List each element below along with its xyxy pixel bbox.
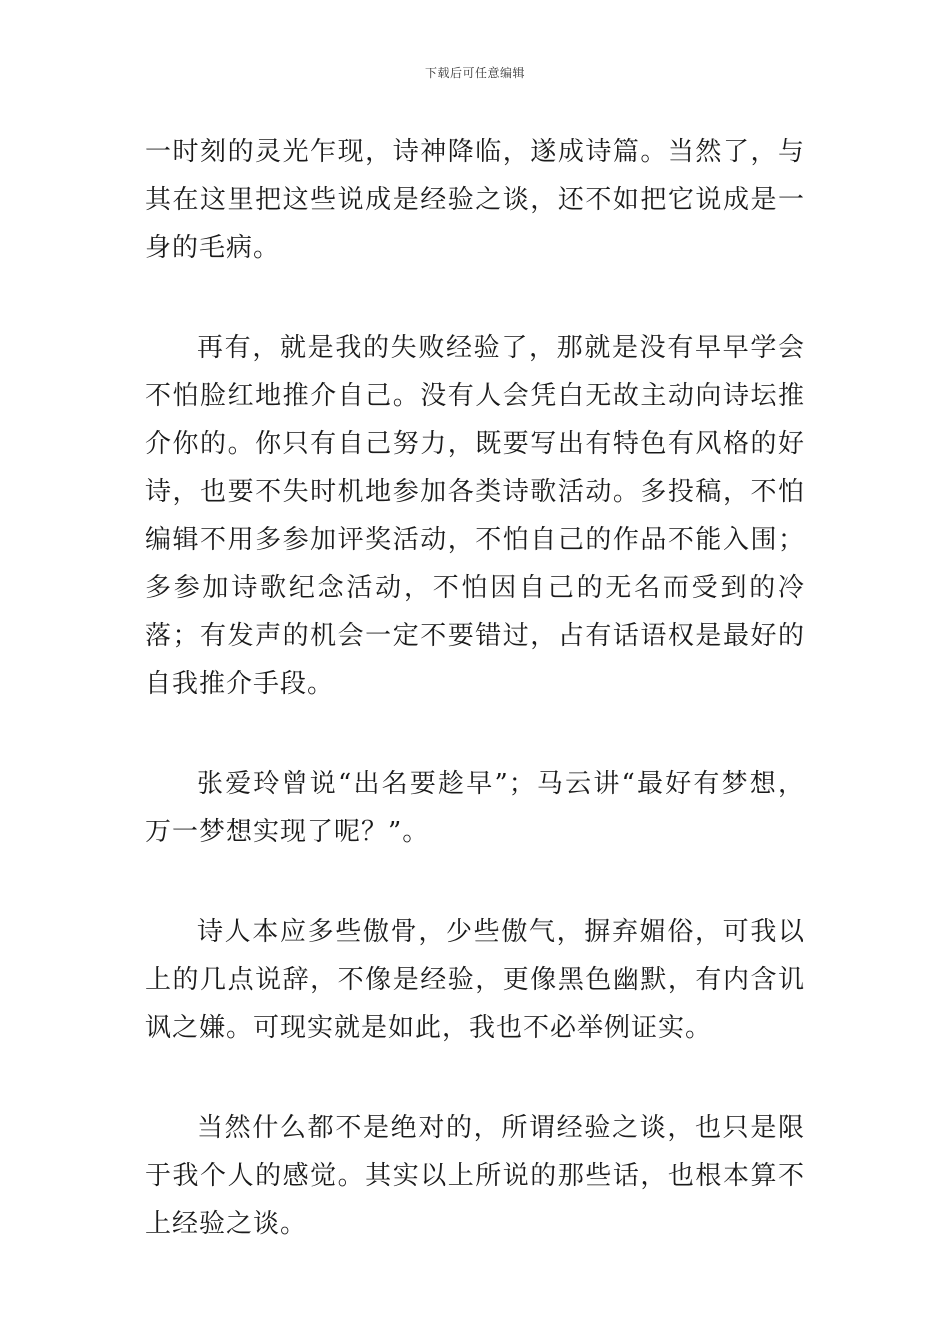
document-body xyxy=(145,128,805,1248)
paragraph-2: 再有，就是我的失败经验了，那就是没有早早学会不怕脸红地推介自己。没有人会凭白无故主动向诗坛推介你的。你只有自己努力，既要写出有特色有风格的好诗，也要不失时机地参加各类诗歌活动。多投稿，不怕编辑不用多参加评奖活动，不怕自己的作品不能入围；多参加诗歌纪念活动，不怕因自己的无名而受到的冷落；有发声的机会一定不要错过，占有话语权是最好的自我推介手段。 xyxy=(145,333,805,699)
paragraph-5: 当然什么都不是绝对的，所谓经验之谈，也只是限于我个人的感觉。其实以上所说的那些话，也根本算不上经验之谈。 xyxy=(145,1113,805,1239)
paragraph-1: 一时刻的灵光乍现，诗神降临，遂成诗篇。当然了，与其在这里把这些说成是经验之谈，还不如把它说成是一身的毛病。 xyxy=(145,137,805,263)
paragraph-3: 张爱玲曾说“出名要趁早”；马云讲“最好有梦想，万一梦想实现了呢？”。 xyxy=(145,769,805,847)
page-header: 下载后可任意编辑 xyxy=(424,66,525,80)
paragraph-4: 诗人本应多些傲骨，少些傲气，摒弃媚俗，可我以上的几点说辞，不像是经验，更像黑色幽默，有内含讥讽之嫌。可现实就是如此，我也不必举例证实。 xyxy=(145,917,805,1043)
